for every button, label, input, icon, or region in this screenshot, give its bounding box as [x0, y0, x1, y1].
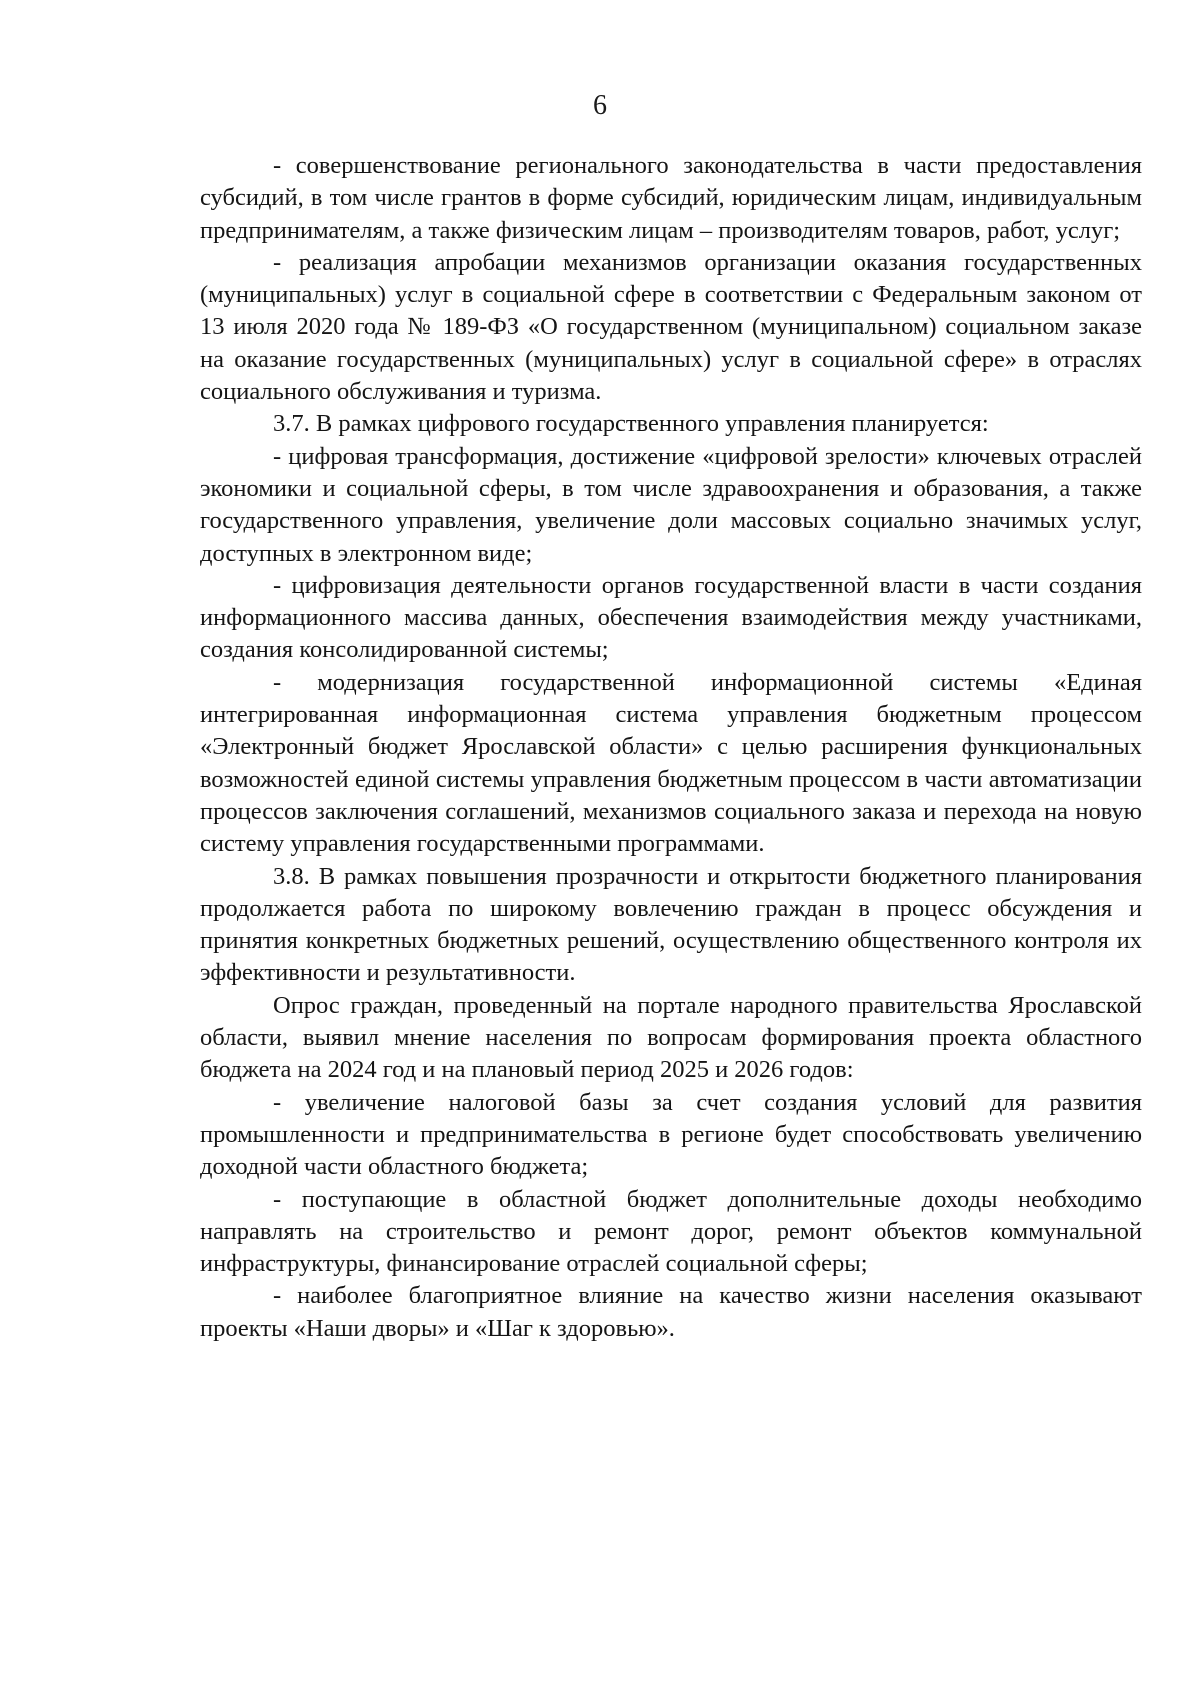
paragraph-citizen-survey: Опрос граждан, проведенный на портале народного правительства Ярославской области, выявил мнение населения по вопросам формирования проекта областного бюджета на 2024 год и на плановый период 2025 и 2026 годов:: [200, 991, 1142, 1084]
paragraph-digital-transformation: - цифровая трансформация, достижение «цифровой зрелости» ключевых отраслей экономики и социальной сферы, в том числе здравоохранения и образования, а также государственного управления, увеличение доли массовых социально значимых услуг, доступных в электронном виде;: [200, 442, 1142, 567]
document-body: [200, 150, 1142, 1345]
paragraph-section-3-8-transparency: 3.8. В рамках повышения прозрачности и открытости бюджетного планирования продолжается работа по широкому вовлечению граждан в процесс обсуждения и принятия конкретных бюджетных решений, осуществлению общественного контроля их эффективности и результативности.: [200, 862, 1142, 987]
paragraph-electronic-budget-modernization: - модернизация государственной информационной системы «Единая интегрированная информационная система управления бюджетным процессом «Электронный бюджет Ярославской области» с целью расширения функциональных возможностей единой системы управления бюджетным процессом в части автоматизации процессов заключения соглашений, механизмов социального заказа и перехода на новую систему управления государственными программами.: [200, 668, 1142, 858]
paragraph-projects-influence: - наиболее благоприятное влияние на качество жизни населения оказывают проекты «Наши дворы» и «Шаг к здоровью».: [200, 1282, 1142, 1342]
paragraph-legislation-improvement: - совершенствование регионального законодательства в части предоставления субсидий, в том числе грантов в форме субсидий, юридическим лицам, индивидуальным предпринимателям, а также физическим лицам – производителям товаров, работ, услуг;: [200, 152, 1142, 244]
paragraph-tax-base: - увеличение налоговой базы за счет создания условий для развития промышленности и предпринимательства в регионе будет способствовать увеличению доходной части областного бюджета;: [200, 1088, 1142, 1181]
paragraph-digitalization-authorities: - цифровизация деятельности органов государственной власти в части создания информационного массива данных, обеспечения взаимодействия между участниками, создания консолидированной системы;: [200, 571, 1142, 664]
paragraph-social-order-approbation: - реализация апробации механизмов организации оказания государственных (муниципальных) услуг в социальной сфере в соответствии с Федеральным законом от 13 июля 2020 года № 189-ФЗ «О государственном (муниципальном) социальном заказе на оказание государственных (муниципальных) услуг в социальной сфере» в отраслях социального обслуживания и туризма.: [200, 248, 1142, 406]
paragraph-section-3-7-heading: 3.7. В рамках цифрового государственного управления планируется:: [273, 410, 989, 438]
paragraph-additional-revenue: - поступающие в областной бюджет дополнительные доходы необходимо направлять на строительство и ремонт дорог, ремонт объектов коммунальной инфраструктуры, финансирование отраслей социальной сферы;: [200, 1185, 1142, 1278]
page-number: 6: [593, 90, 607, 121]
